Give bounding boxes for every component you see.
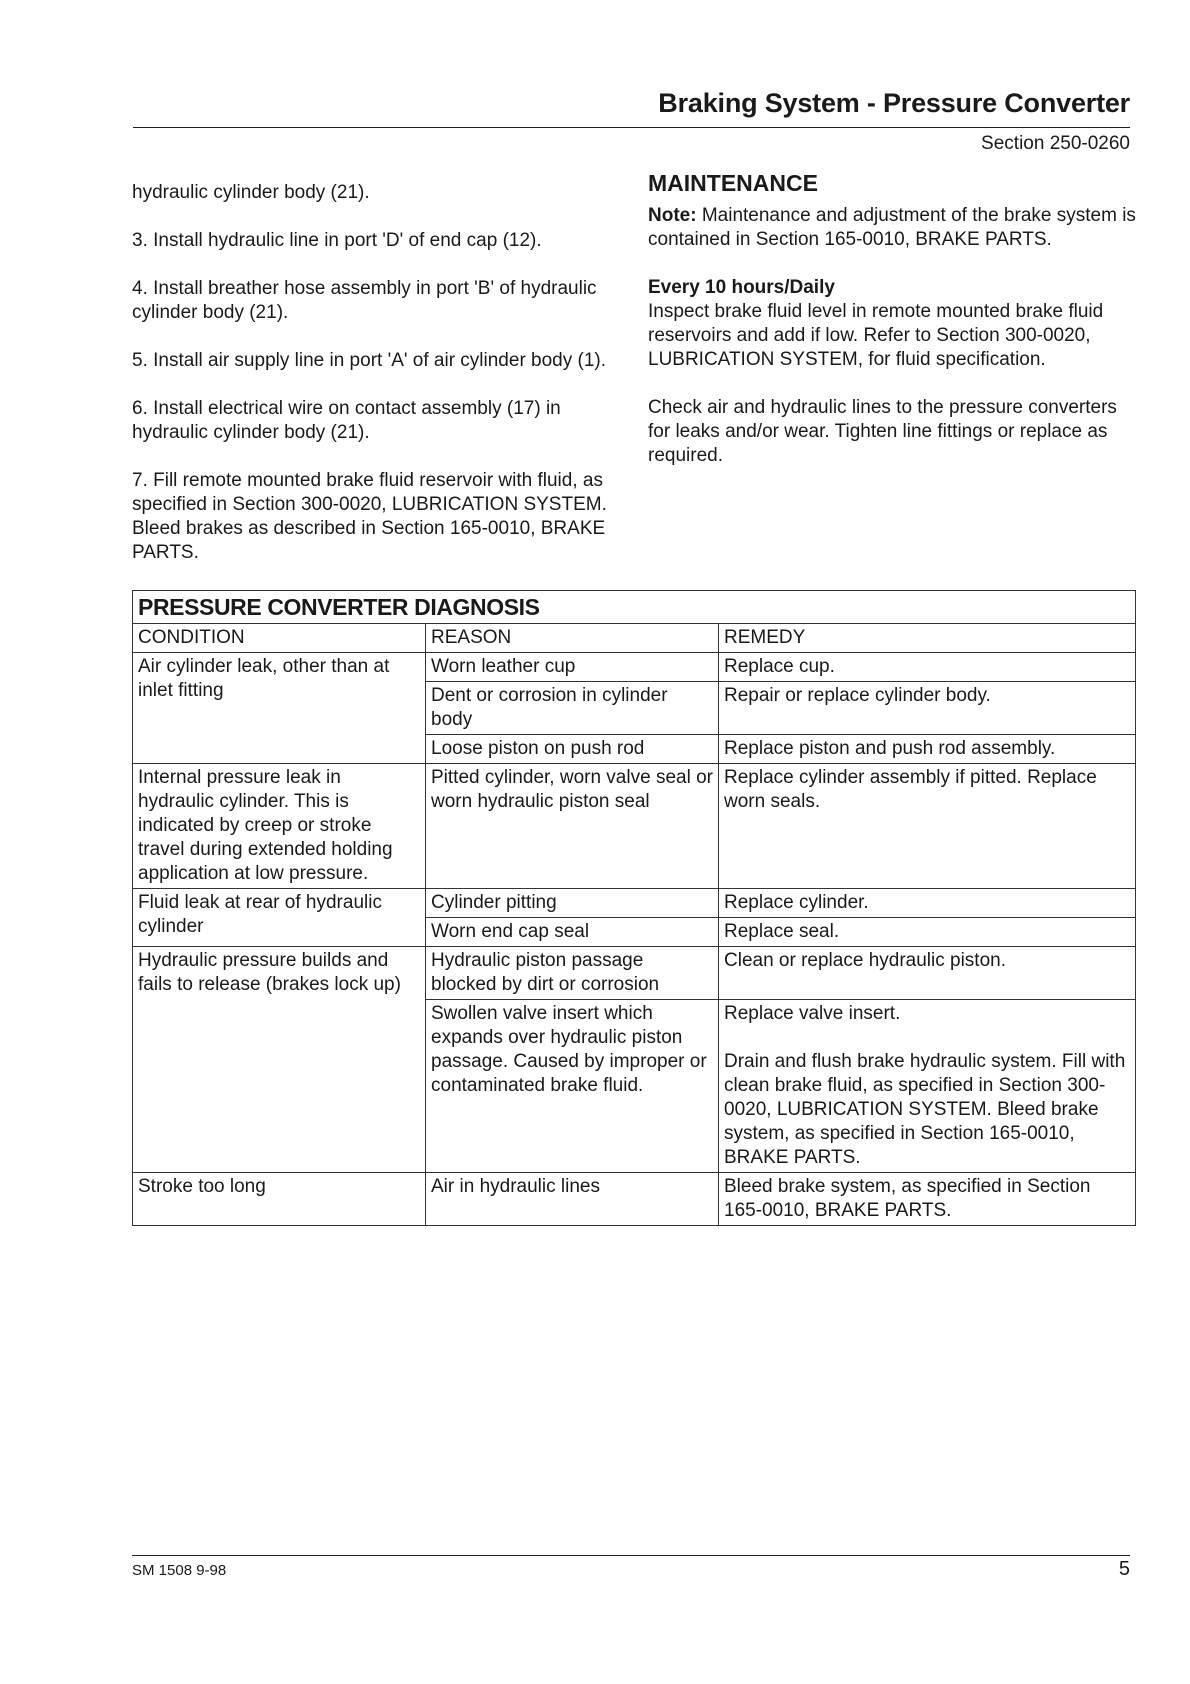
remedy-cell: Replace piston and push rod assembly. — [719, 735, 1136, 764]
reason-cell: Worn leather cup — [426, 653, 719, 682]
table-title: PRESSURE CONVERTER DIAGNOSIS — [133, 591, 1136, 624]
reason-cell: Swollen valve insert which expands over hydraulic piston passage. Caused by improper or contaminated brake fluid. — [426, 1000, 719, 1173]
table-row — [133, 947, 1136, 1000]
reason-cell: Worn end cap seal — [426, 918, 719, 947]
table-row — [133, 1173, 1136, 1226]
step-3: 3. Install hydraulic line in port 'D' of end cap (12). — [132, 230, 542, 251]
remedy-spacer — [724, 1026, 1130, 1050]
note-text: Maintenance and adjustment of the brake system is contained in Section 165-0010, BRAKE PARTS. — [648, 205, 1136, 250]
remedy-line: Drain and flush brake hydraulic system. Fill with clean brake fluid, as specified in Section 300-0020, LUBRICATION SYSTEM. Bleed brake system, as specified in Section 165-0010, BRAKE PARTS. — [724, 1051, 1126, 1168]
section-number: Section 250-0260 — [981, 133, 1130, 154]
reason-cell: Air in hydraulic lines — [426, 1173, 719, 1226]
table-row — [133, 889, 1136, 918]
reason-cell: Dent or corrosion in cylinder body — [426, 682, 719, 735]
remedy-cell: Replace cylinder. — [719, 889, 1136, 918]
header-condition: CONDITION — [133, 624, 426, 653]
remedy-cell: Replace cylinder assembly if pitted. Replace worn seals. — [719, 764, 1136, 889]
page-number: 5 — [1118, 1558, 1130, 1580]
reason-cell: Hydraulic piston passage blocked by dirt or corrosion — [426, 947, 719, 1000]
remedy-cell: Replace cup. — [719, 653, 1136, 682]
note-label: Note: — [648, 205, 697, 226]
footer-divider — [132, 1555, 1130, 1556]
document-id: SM 1508 9-98 — [132, 1562, 227, 1579]
remedy-cell — [719, 1000, 1136, 1173]
header-reason: REASON — [426, 624, 719, 653]
page-title: Braking System - Pressure Converter — [658, 88, 1130, 118]
interval-paragraph-2: Check air and hydraulic lines to the pressure converters for leaks and/or wear. Tighten line fittings or replace as required. — [648, 397, 1117, 466]
step-5: 5. Install air supply line in port 'A' of air cylinder body (1). — [132, 350, 607, 371]
interval-paragraph-1: Inspect brake fluid level in remote mounted brake fluid reservoirs and add if low. Refer to Section 300-0020, LUBRICATION SYSTEM, for fluid specification. — [648, 301, 1104, 370]
diagnosis-table — [132, 590, 1136, 1226]
step-continuation: hydraulic cylinder body (21). — [132, 182, 370, 203]
table-row — [133, 764, 1136, 889]
maintenance-section — [648, 168, 1138, 492]
remedy-cell: Bleed brake system, as specified in Section 165-0010, BRAKE PARTS. — [719, 1173, 1136, 1226]
maintenance-heading: MAINTENANCE — [648, 170, 818, 196]
condition-cell: Air cylinder leak, other than at inlet fitting — [133, 653, 426, 764]
procedure-steps — [132, 181, 622, 589]
reason-cell: Loose piston on push rod — [426, 735, 719, 764]
condition-cell: Fluid leak at rear of hydraulic cylinder — [133, 889, 426, 947]
step-6: 6. Install electrical wire on contact assembly (17) in hydraulic cylinder body (21). — [132, 398, 561, 443]
header-remedy: REMEDY — [719, 624, 1136, 653]
condition-cell: Stroke too long — [133, 1173, 426, 1226]
interval-heading: Every 10 hours/Daily — [648, 277, 835, 298]
reason-cell: Cylinder pitting — [426, 889, 719, 918]
remedy-cell: Repair or replace cylinder body. — [719, 682, 1136, 735]
remedy-line: Replace valve insert. — [724, 1003, 901, 1024]
table-row — [133, 653, 1136, 682]
condition-cell: Hydraulic pressure builds and fails to release (brakes lock up) — [133, 947, 426, 1173]
header-divider — [133, 127, 1130, 128]
condition-cell: Internal pressure leak in hydraulic cylinder. This is indicated by creep or stroke travel during extended holding application at low pressure. — [133, 764, 426, 889]
step-4: 4. Install breather hose assembly in port 'B' of hydraulic cylinder body (21). — [132, 278, 597, 323]
remedy-cell: Clean or replace hydraulic piston. — [719, 947, 1136, 1000]
step-7: 7. Fill remote mounted brake fluid reservoir with fluid, as specified in Section 300-0020, LUBRICATION SYSTEM. Bleed brakes as described in Section 165-0010, BRAKE PARTS. — [132, 470, 607, 563]
maintenance-note — [648, 204, 1138, 252]
remedy-cell: Replace seal. — [719, 918, 1136, 947]
table-header-row — [133, 624, 1136, 653]
reason-cell: Pitted cylinder, worn valve seal or worn hydraulic piston seal — [426, 764, 719, 889]
